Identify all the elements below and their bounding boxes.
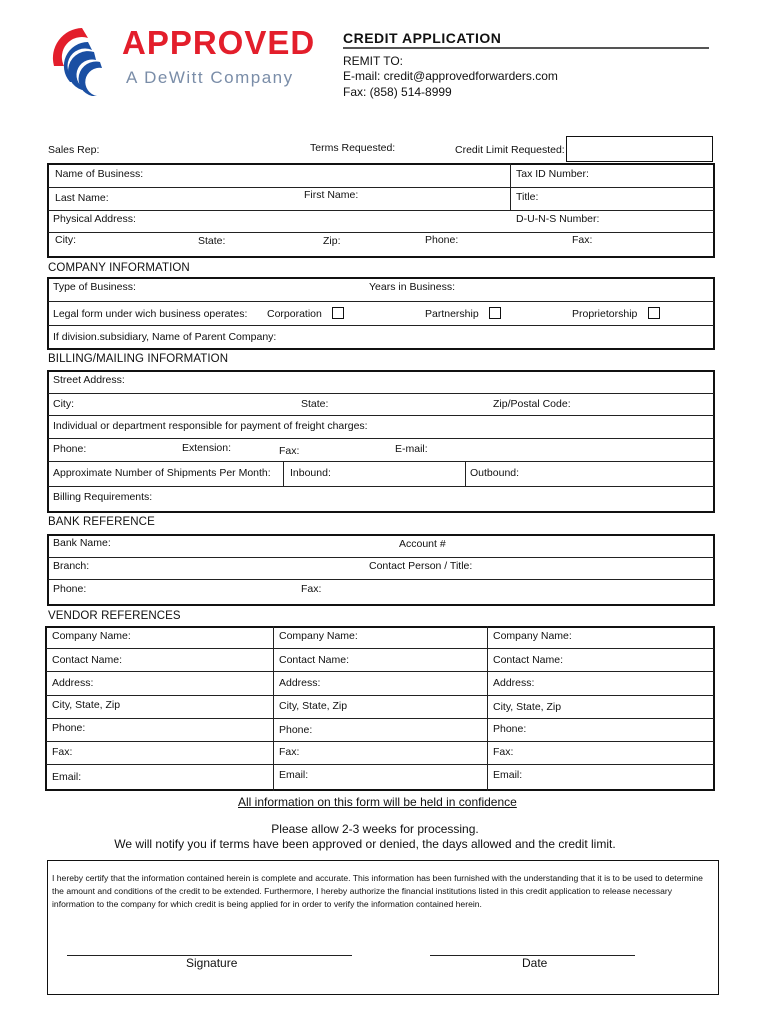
physical-address-label: Physical Address: — [53, 213, 136, 225]
vendor-2-fax-label: Fax: — [279, 746, 300, 758]
proprietorship-checkbox[interactable] — [648, 307, 660, 319]
vendor-1-fax-label: Fax: — [52, 746, 73, 758]
vendor-3-address-label: Address: — [493, 677, 535, 689]
contact-person-label: Contact Person / Title: — [369, 560, 473, 572]
inbound-label: Inbound: — [290, 467, 331, 479]
proprietorship-label: Proprietorship — [572, 308, 638, 320]
duns-label: D-U-N-S Number: — [516, 213, 600, 225]
tax-id-label: Tax ID Number: — [516, 168, 589, 180]
corporation-checkbox[interactable] — [332, 307, 344, 319]
bank-fax-label: Fax: — [301, 583, 322, 595]
last-name-label: Last Name: — [55, 192, 109, 204]
signature-label: Signature — [186, 956, 238, 970]
vendor-3-email-label: Email: — [493, 769, 523, 781]
vendor-2-company-label: Company Name: — [279, 630, 358, 642]
approved-swoosh-icon — [48, 22, 116, 98]
zip-label: Zip: — [323, 235, 341, 247]
date-label: Date — [522, 956, 548, 970]
vendor-1-address-label: Address: — [52, 677, 94, 689]
billing-city-label: City: — [53, 398, 74, 410]
bank-name-label: Bank Name: — [53, 537, 111, 549]
name-of-business-label: Name of Business: — [55, 168, 144, 180]
billing-requirements-label: Billing Requirements: — [53, 491, 153, 503]
billing-extension-label: Extension: — [182, 442, 232, 454]
city-label: City: — [55, 234, 76, 246]
logo-tagline: A DeWitt Company — [126, 68, 294, 87]
billing-phone-label: Phone: — [53, 443, 87, 455]
corporation-label: Corporation — [267, 308, 322, 320]
sales-rep-label: Sales Rep: — [48, 144, 100, 156]
notify-note: We will notify you if terms have been approved or denied, the days allowed and the credit limit. — [114, 837, 616, 851]
title-label: Title: — [516, 191, 539, 203]
certification-text: I hereby certify that the information contained herein is complete and accurate. This information has been furnished with the understanding that it is to be used to determine the amount and conditions of the credit to be extended. Furthermore, I hereby authorize the financial institutions listed in this credit application to release necessary information to the company for which credit is being applied for in order to verify the information contained herein. — [52, 873, 703, 909]
billing-heading: BILLING/MAILING INFORMATION — [48, 353, 229, 365]
vendor-2-email-label: Email: — [279, 769, 309, 781]
shipments-label: Approximate Number of Shipments Per Month: — [53, 467, 271, 479]
vendor-heading: VENDOR REFERENCES — [48, 610, 181, 622]
terms-requested-label: Terms Requested: — [310, 142, 396, 154]
account-number-label: Account # — [399, 538, 446, 550]
state-label: State: — [198, 235, 226, 247]
fax-label: Fax: — [572, 234, 593, 246]
credit-limit-label: Credit Limit Requested: — [455, 144, 565, 156]
vendor-1-city-label: City, State, Zip — [52, 699, 121, 711]
vendor-3-company-label: Company Name: — [493, 630, 572, 642]
credit-limit-field[interactable] — [566, 136, 713, 162]
logo-brand: APPROVED — [122, 24, 316, 61]
vendor-3-phone-label: Phone: — [493, 723, 527, 735]
partnership-label: Partnership — [425, 308, 479, 320]
company-logo — [48, 22, 338, 100]
billing-fax-label: Fax: — [279, 445, 300, 457]
partnership-checkbox[interactable] — [489, 307, 501, 319]
vendor-2-address-label: Address: — [279, 677, 321, 689]
vendor-1-email-label: Email: — [52, 771, 82, 783]
vendor-3-contact-label: Contact Name: — [493, 654, 564, 666]
processing-note: Please allow 2-3 weeks for processing. — [271, 822, 479, 836]
vendor-1-company-label: Company Name: — [52, 630, 131, 642]
name-of-business-input[interactable] — [150, 168, 505, 180]
remit-fax: Fax: (858) 514-8999 — [343, 85, 452, 99]
phone-label: Phone: — [425, 234, 459, 246]
billing-email-label: E-mail: — [395, 443, 428, 455]
legal-form-label: Legal form under wich business operates: — [53, 308, 248, 320]
years-in-business-label: Years in Business: — [369, 281, 455, 293]
outbound-label: Outbound: — [470, 467, 520, 479]
responsible-party-label: Individual or department responsible for payment of freight charges: — [53, 420, 368, 432]
confidence-note: All information on this form will be held in confidence — [238, 795, 517, 809]
branch-label: Branch: — [53, 560, 90, 572]
billing-zip-label: Zip/Postal Code: — [493, 398, 571, 410]
parent-company-label: If division.subsidiary, Name of Parent Company: — [53, 331, 277, 343]
company-info-heading: COMPANY INFORMATION — [48, 262, 190, 274]
vendor-2-phone-label: Phone: — [279, 724, 313, 736]
vendor-2-contact-label: Contact Name: — [279, 654, 350, 666]
first-name-label: First Name: — [304, 189, 359, 201]
bank-heading: BANK REFERENCE — [48, 516, 155, 528]
vendor-3-city-label: City, State, Zip — [493, 701, 562, 713]
vendor-1-phone-label: Phone: — [52, 722, 86, 734]
type-of-business-label: Type of Business: — [53, 281, 136, 293]
vendor-section — [45, 626, 715, 791]
vendor-1-contact-label: Contact Name: — [52, 654, 123, 666]
remit-email: E-mail: credit@approvedforwarders.com — [343, 69, 558, 83]
street-address-label: Street Address: — [53, 374, 125, 386]
bank-phone-label: Phone: — [53, 583, 87, 595]
billing-state-label: State: — [301, 398, 329, 410]
form-title: CREDIT APPLICATION — [343, 30, 502, 46]
vendor-2-city-label: City, State, Zip — [279, 700, 348, 712]
vendor-3-fax-label: Fax: — [493, 746, 514, 758]
title-underline — [343, 47, 709, 49]
remit-to-label: REMIT TO: — [343, 54, 404, 68]
